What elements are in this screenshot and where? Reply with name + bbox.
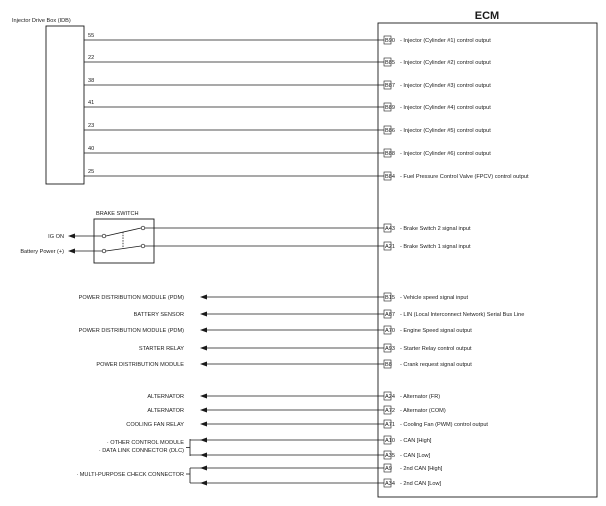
ig-on-label: IG ON	[48, 234, 64, 240]
ecm-pin-label: - Starter Relay control output	[400, 346, 472, 352]
ecm-pin-id: B84	[385, 174, 395, 180]
idb-wire-number: 55	[88, 33, 95, 39]
idb-box	[46, 26, 84, 184]
ecm-pin-id: A24	[385, 394, 395, 400]
ecm-pin-label: - Engine Speed signal output	[400, 328, 472, 334]
ecm-pin-id: B8	[385, 362, 392, 368]
signal-row	[79, 326, 473, 334]
idb-wire-number: 22	[88, 55, 95, 61]
ecm-pin-label: - Alternator (COM)	[400, 408, 446, 414]
battery-arrow	[68, 249, 75, 254]
signal-destination: STARTER RELAY	[138, 346, 184, 352]
signal-row	[139, 344, 472, 352]
signal-arrow	[200, 422, 207, 427]
ecm-pin-label: - CAN [Low]	[400, 453, 431, 459]
ecm-pin-label: - Crank request signal output	[400, 362, 472, 368]
ecm-pin-label: - Cooling Fan (PWM) control output	[400, 422, 488, 428]
ecm-pin-id: A72	[385, 408, 395, 414]
ig-on-arrow	[68, 234, 75, 239]
ecm-pin-label: - Vehicle speed signal input	[400, 295, 469, 301]
signal-arrow	[200, 394, 207, 399]
ecm-pin-label: - LIN (Local Interconnect Network) Serial Bus Line	[400, 312, 525, 318]
signal-row	[134, 310, 525, 318]
ecm-pin-id: A93	[385, 346, 395, 352]
idb-title: Injector Drive Box (IDB)	[12, 18, 71, 24]
idb-wire-number: 40	[88, 146, 95, 152]
ecm-pin-id: B85	[385, 60, 395, 66]
signal-row	[126, 420, 488, 428]
ecm-pin-id: B89	[385, 105, 395, 111]
ecm-pin-id: B87	[385, 83, 395, 89]
signal-arrow	[200, 312, 207, 317]
signal-row	[147, 406, 446, 414]
can2-destination: · MULTI-PURPOSE CHECK CONNECTOR	[76, 472, 184, 478]
ecm-pin-label: - CAN [High]	[400, 438, 432, 444]
idb-wire-number: 25	[88, 169, 95, 175]
signal-arrow	[200, 328, 207, 333]
signal-destination: POWER DISTRIBUTION MODULE (PDM)	[78, 328, 184, 334]
ecm-pin-id: A43	[385, 226, 395, 232]
signal-arrow	[200, 408, 207, 413]
ecm-pin-label: - Fuel Pressure Control Valve (FPCV) control output	[400, 174, 529, 180]
ecm-pin-id: B86	[385, 128, 395, 134]
idb-wire-number: 41	[88, 100, 95, 106]
ecm-pin-label: - Alternator (FR)	[400, 394, 441, 400]
ecm-pin-label: - 2nd CAN [High]	[400, 466, 443, 472]
switch-contact	[102, 249, 106, 253]
ecm-title: ECM	[474, 10, 500, 22]
brake-switch-title: BRAKE SWITCH	[96, 211, 139, 217]
ecm-pin-label: - Injector (Cylinder #4) control output	[400, 105, 491, 111]
brake-switch-box	[94, 219, 154, 263]
ecm-pin-id: A71	[385, 422, 395, 428]
signal-destination: ALTERNATOR	[147, 394, 184, 400]
signal-destination: BATTERY SENSOR	[133, 312, 184, 318]
ecm-pin-id: A21	[385, 244, 395, 250]
signal-destination: COOLING FAN RELAY	[126, 422, 184, 428]
ecm-pin-id: A70	[385, 328, 395, 334]
ecm-pin-id: A35	[385, 453, 395, 459]
ecm-pin-label: - Injector (Cylinder #6) control output	[400, 151, 491, 157]
ecm-pin-id: B15	[385, 295, 395, 301]
ecm-pin-label: - 2nd CAN [Low]	[400, 481, 442, 487]
switch-contact	[141, 226, 145, 230]
ecm-pin-label: - Brake Switch 1 signal input	[400, 244, 471, 250]
switch-contact	[102, 234, 106, 238]
battery-power-label: Battery Power (+)	[20, 249, 64, 255]
signal-destination: POWER DISTRIBUTION MODULE	[96, 362, 184, 368]
ecm-pin-id: B88	[385, 151, 395, 157]
ecm-pin-id: B90	[385, 38, 395, 44]
ecm-pin-id: A87	[385, 312, 395, 318]
switch-contact	[141, 244, 145, 248]
ecm-pin-id: A9	[385, 466, 392, 472]
can-destination-2: · DATA LINK CONNECTOR (DLC)	[98, 448, 184, 454]
can-destination-1: · OTHER CONTROL MODULE	[106, 440, 184, 446]
ecm-pin-label: - Injector (Cylinder #3) control output	[400, 83, 491, 89]
signal-arrow	[200, 295, 207, 300]
signal-destination: ALTERNATOR	[147, 408, 184, 414]
signal-row	[96, 360, 472, 368]
ecm-pin-label: - Injector (Cylinder #5) control output	[400, 128, 491, 134]
ecm-pin-label: - Brake Switch 2 signal input	[400, 226, 471, 232]
signal-arrow	[200, 346, 207, 351]
signal-arrow	[200, 362, 207, 367]
ecm-pin-id: A34	[385, 481, 395, 487]
signal-destination: POWER DISTRIBUTION MODULE (PDM)	[78, 295, 184, 301]
signal-row	[79, 293, 469, 301]
ecm-pin-label: - Injector (Cylinder #1) control output	[400, 38, 491, 44]
ecm-pin-label: - Injector (Cylinder #2) control output	[400, 60, 491, 66]
idb-wire-number: 23	[88, 123, 95, 129]
ecm-pin-id: A10	[385, 438, 395, 444]
idb-wire-number: 38	[88, 78, 95, 84]
